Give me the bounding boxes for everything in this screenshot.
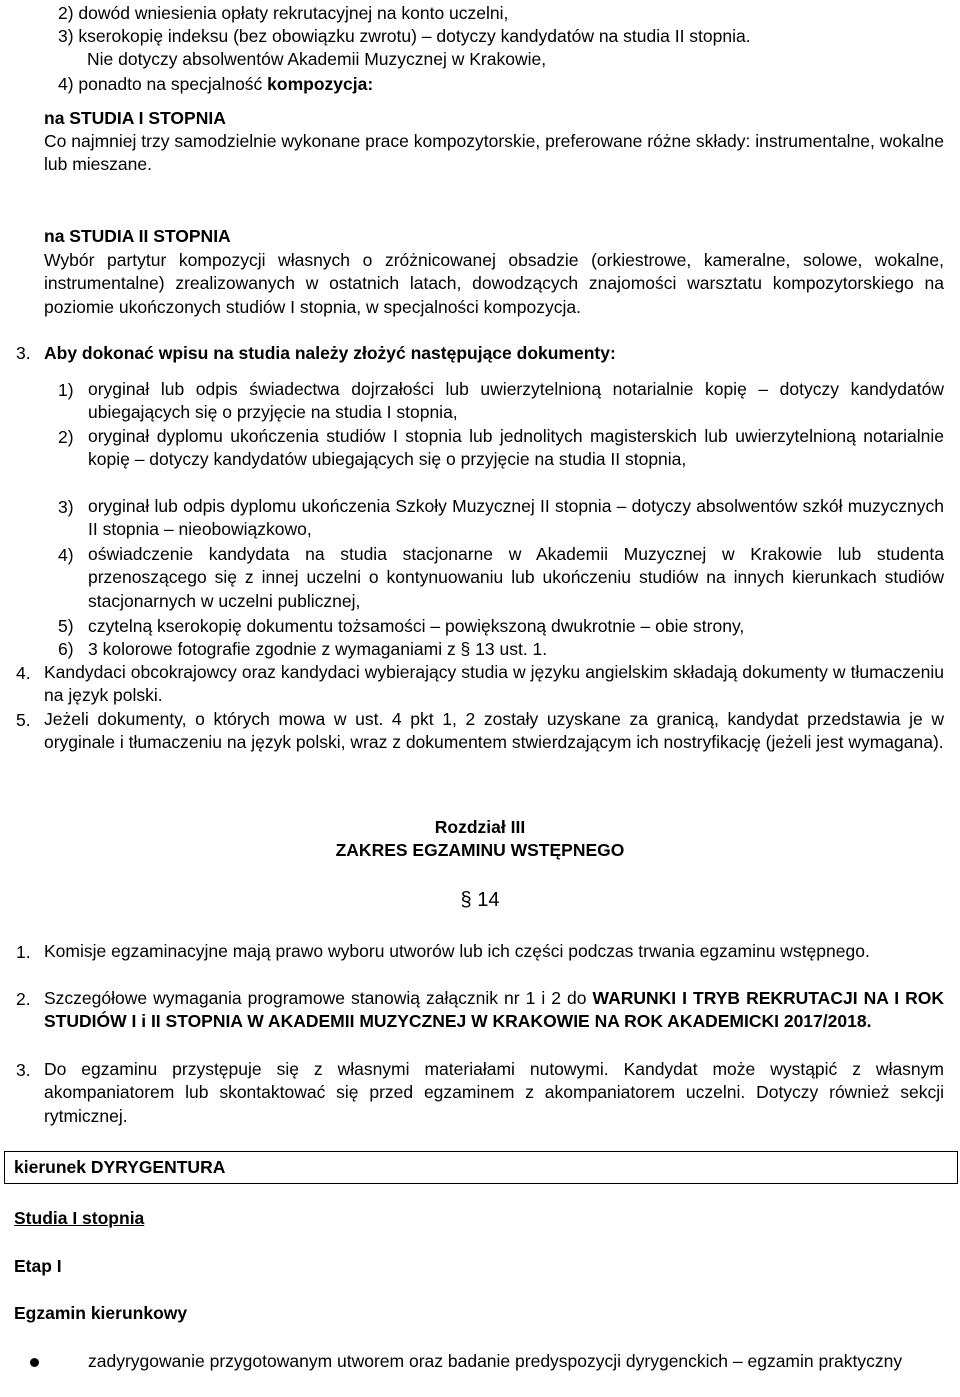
p3-number: 3. [16,343,31,363]
p5-text: Jeżeli dokumenty, o których mowa w ust. 4 pkt 1, 2 zostały uzyskane za granicą, kandydat przedstawia je w oryginale i tłumaczeniu na język polski, wraz z dokumentem stwierdzającym ich nostryfikację (jeżeli jest wymagana). [44,709,944,753]
doc-line-item-3: 3) kserokopię indeksu (bez obowiązku zwrotu) – dotyczy kandydatów na studia II stopnia. [58,26,751,46]
doc-line-item-2: 2) dowód wniesienia opłaty rekrutacyjnej na konto uczelni, [58,3,509,23]
s14-item-2-text: Szczegółowe wymagania programowe stanowią załącznik nr 1 i 2 do WARUNKI I TRYB REKRUTACJI NA I ROK STUDIÓW I i II STOPNIA W AKADEMII MUZYCZNEJ W KRAKOWIE NA ROK AKADEMICKI 2017/2018. [44,988,944,1032]
p3-item-5-text: czytelną kserokopię dokumentu tożsamości – powiększoną dwukrotnie – obie strony, [88,616,745,636]
p3-item-3-num: 3) [58,497,74,517]
p3-item-4-num: 4) [58,545,74,565]
p3-item-1-num: 1) [58,380,74,400]
chapter-title: Rozdział III [434,817,526,837]
studia-1-heading: na STUDIA I STOPNIA [44,108,226,128]
p4-number: 4. [16,663,31,683]
s14-item-2-num: 2. [16,989,31,1009]
studia-2-text: Wybór partytur kompozycji własnych o zróżnicowanej obsadzie (orkiestrowe, kameralne, solowe, wokalne, instrumentalne) zrealizowanych w ostatnich latach, dowodzących znajomości warsztatu kompozytorskiego na poziomie ukończonych studiów I stopnia, w specjalności kompozycja. [44,250,944,317]
doc-line-item-3-cont: Nie dotyczy absolwentów Akademii Muzycznej w Krakowie, [87,49,547,69]
p3-item-5-num: 5) [58,616,74,636]
s14-item-1-num: 1. [16,942,31,962]
chapter-subtitle: ZAKRES EGZAMINU WSTĘPNEGO [335,840,625,860]
p3-item-6-text: 3 kolorowe fotografie zgodnie z wymaganiami z § 13 ust. 1. [88,639,548,659]
p5-number: 5. [16,710,31,730]
studia-label: Studia I stopnia [14,1208,145,1228]
section-14-heading: § 14 [460,889,500,911]
s14-item-3-text: Do egzaminu przystępuje się z własnymi materiałami nutowymi. Kandydat może wystąpić z własnym akompaniatorem lub skontaktować się przed egzaminem z akompaniatorem uczelni. Dotyczy również sekcji rytmicznej. [44,1059,944,1126]
p3-item-6-num: 6) [58,639,74,659]
p3-item-2-text: oryginał dyplomu ukończenia studiów I stopnia lub jednolitych magisterskich lub uwierzytelnioną notarialnie kopię – dotyczy kandydatów ubiegających się o przyjęcie na studia II stopnia, [88,426,944,470]
egzamin-label: Egzamin kierunkowy [14,1303,188,1323]
p3-item-3-text: oryginał lub odpis dyplomu ukończenia Szkoły Muzycznej II stopnia – dotyczy absolwentów szkół muzycznych II stopnia – nieobowiązkowo, [88,496,944,540]
doc-line-item-4 [58,73,373,95]
studia-2-heading: na STUDIA II STOPNIA [44,226,231,246]
s14-item-1-text: Komisje egzaminacyjne mają prawo wyboru utworów lub ich części podczas trwania egzaminu wstępnego. [44,941,870,961]
s14-item-3-num: 3. [16,1060,31,1080]
item-4-prefix: 4) ponadto na specjalność [58,74,268,94]
kierunek-heading: kierunek DYRYGENTURA [14,1157,226,1177]
bullet-text: zadyrygowanie przygotowanym utworem oraz badanie predyspozycji dyrygenckich – egzamin praktyczny [88,1351,903,1371]
p4-text: Kandydaci obcokrajowcy oraz kandydaci wybierający studia w języku angielskim składają dokumenty w tłumaczeniu na język polski. [44,662,944,706]
p3-item-2-num: 2) [58,427,74,447]
etap-label: Etap I [14,1256,62,1276]
studia-1-text: Co najmniej trzy samodzielnie wykonane prace kompozytorskie, preferowane różne składy: instrumentalne, wokalne lub mieszane. [44,131,944,175]
p3-heading: Aby dokonać wpisu na studia należy złożyć następujące dokumenty: [44,343,616,363]
p3-item-4-text: oświadczenie kandydata na studia stacjonarne w Akademii Muzycznej w Krakowie lub studenta przenoszącego się z innej uczelni o kontynuowaniu lub ukończeniu studiów na innych kierunkach studiów stacjonarnych w uczelni publicznej, [88,544,944,611]
item-4-bold: kompozycja: [267,74,374,94]
p3-item-1-text: oryginał lub odpis świadectwa dojrzałości lub uwierzytelnioną notarialnie kopię – dotyczy kandydatów ubiegających się o przyjęcie na studia I stopnia, [88,379,944,423]
